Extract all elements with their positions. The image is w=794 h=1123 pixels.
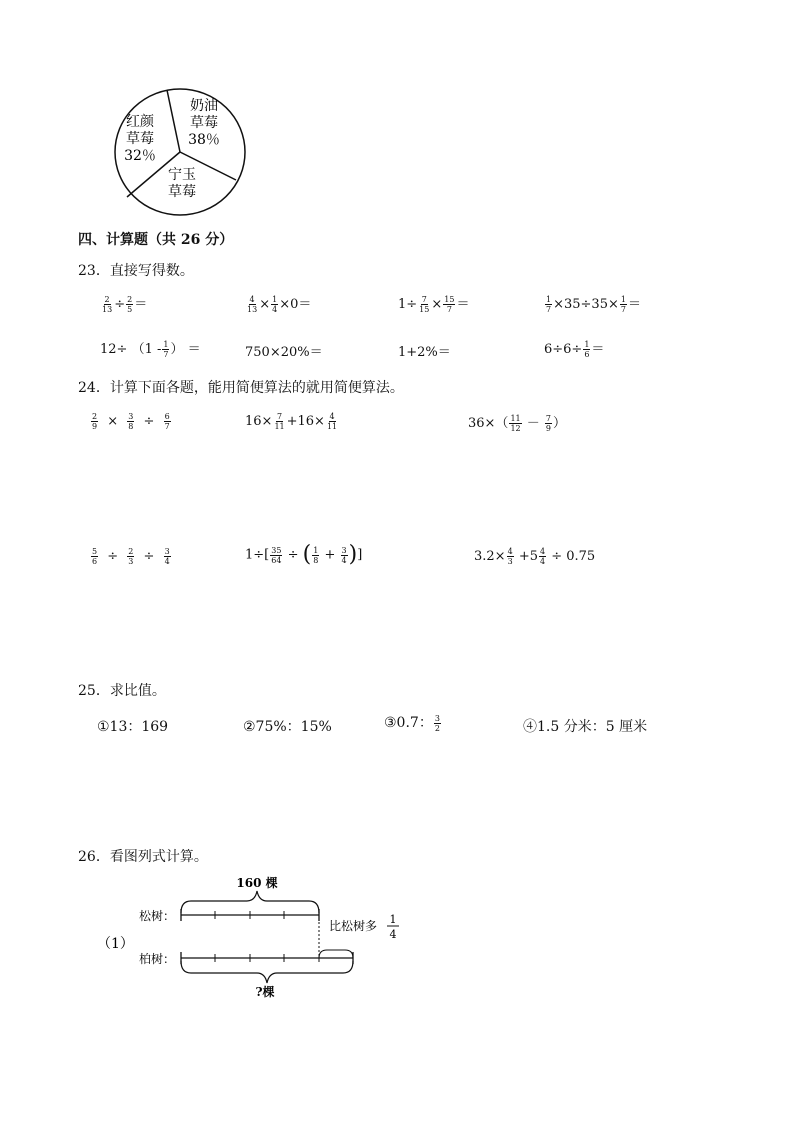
q23-r2-a: 12÷ （1 - $\frac{1}{7}$ ） ＝ [100, 340, 201, 359]
q26-part-label: （1） [97, 936, 134, 952]
q26-note-text: 比松树多 [329, 919, 378, 933]
q23-r2-d: 6÷6÷ $\frac{1}{6}$ ＝ [544, 340, 605, 359]
q24-title: 24．计算下面各题，能用简便算法的就用简便算法。 [78, 380, 404, 396]
pie-divider-top [167, 90, 180, 152]
pie-label-red-3: 32％ [124, 148, 156, 164]
q24-p2: 16× $\frac{7}{11}$ +16× $\frac{4}{11}$ [245, 412, 338, 431]
q25-item-4: ④1.5 分米：5 厘米 [523, 719, 648, 735]
q26-title: 26．看图列式计算。 [78, 849, 208, 865]
pie-label-cream-1: 奶油 [190, 98, 218, 114]
q23-r2-c: 1+2%＝ [398, 345, 451, 360]
q25-item-3: ③0.7： $\frac{3}{2}$ [384, 713, 440, 733]
q24-p5: 1÷[ $\frac{35}{64}$ ÷ ( $\frac{1}{8}$ + $\frac{3}{4}$ )] [245, 542, 363, 567]
section-4-title: 四、计算题（共 26 分） [78, 232, 234, 248]
q26-side-brace [321, 928, 329, 950]
q26-extra-brace [321, 946, 355, 962]
q23-r2-b: 750×20%＝ [245, 345, 323, 360]
pie-label-red-2: 草莓 [126, 131, 154, 147]
q23-r1-d: $\frac{1}{7}$ ×35÷35× $\frac{1}{7}$ ＝ [546, 295, 641, 314]
q24-p6: 3.2× $\frac{4}{3}$ +5 $\frac{4}{4}$ ÷ 0.75 [474, 547, 596, 566]
q26-note-den: 4 [389, 928, 397, 941]
q26-top-brace-label: 160 棵 [236, 876, 278, 890]
pie-label-red-1: 红颜 [126, 114, 154, 130]
q24-p1: $\frac{2}{9}$ × $\frac{3}{8}$ ÷ $\frac{6}{7}$ [92, 412, 170, 431]
q23-r1-c: 1÷ $\frac{7}{15}$ × $\frac{15}{7}$ ＝ [398, 295, 470, 314]
q24-p3: 36×（ $\frac{11}{12}$ － $\frac{7}{9}$ ） [468, 414, 567, 433]
pie-chart [100, 80, 260, 225]
q23-r1-b: $\frac{4}{13}$ × $\frac{1}{4}$ ×0＝ [247, 295, 312, 314]
q26-row-cypress-label: 柏树： [139, 952, 176, 966]
q23-r1-a: $\frac{2}{13}$ ÷ $\frac{2}{5}$ ＝ [102, 295, 148, 314]
pie-label-ningyu-2: 草莓 [168, 184, 196, 200]
q26-diff-brace [319, 948, 353, 954]
q26-bottom-brace-label: ?棵 [255, 985, 275, 999]
q26-top-brace [181, 891, 319, 913]
pie-label-cream-3: 38％ [188, 132, 220, 148]
q25-item-1: ①13：169 [97, 719, 169, 735]
q26-extra-part-brace [319, 950, 353, 958]
q26-line-diagram [95, 868, 425, 1003]
q23-title: 23．直接写得数。 [78, 263, 194, 279]
q25-item-2: ②75%：15% [243, 719, 332, 735]
q26-note-num: 1 [389, 913, 397, 926]
q25-title: 25．求比值。 [78, 683, 166, 699]
pie-label-cream-2: 草莓 [190, 115, 218, 131]
q26-row-pine-label: 松树： [139, 909, 176, 923]
pie-label-ningyu-1: 宁玉 [168, 167, 196, 183]
q24-p4: $\frac{5}{6}$ ÷ $\frac{2}{3}$ ÷ $\frac{3}{4}$ [92, 547, 170, 566]
q26-bottom-brace [181, 961, 353, 983]
